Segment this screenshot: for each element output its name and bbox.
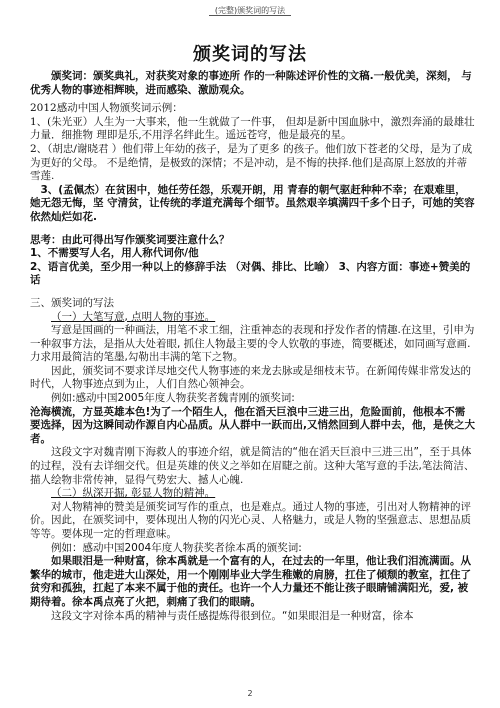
- award-quote-2: 如果眼泪是一种财富，徐本禹就是一个富有的人，在过去的一年里，他让我们泪流满面。从繁华的城市，他走进大山深处，用一个刚刚毕业大学生稚嫩的肩膀，扛住了倾颓的教室，扛住了贫穷和孤独，扛起了本来不属于他的责任。也许一个人力量还不能让孩子眼睛铺满阳光，爱, 被期待着。徐本禹点亮了火把，刺痛了我们的眼睛。: [30, 555, 471, 608]
- example-1: 1、(朱光亚）人生为一大事来，他一生就做了一件事， 但却是新中国血脉中，激烈奔涌的最雄壮力量．细推物 理即是乐,不用浮名绊此生。遥远苍穹，他是最亮的星。: [30, 115, 475, 142]
- subheading-2: [30, 487, 475, 501]
- example-2: 2、（胡忠/谢晓君 ）他们带上年幼的孩子，是为了更多 的孩子。他们放下苍老的父母，是为了成为更好的父母。 不是绝情，是极致的深情；不是冲动，是不悔的抉择.他们是高原上怒放的并蒂雪莲.: [30, 142, 473, 183]
- page-header: [0, 5, 500, 16]
- page-number: 2: [247, 689, 253, 698]
- examples-heading: 2012感动中国人物颁奖词示例：: [30, 102, 183, 115]
- page-title: 颁奖词的写法: [193, 44, 307, 65]
- analysis-1: 这段文字对魏青刚下海救人的事迹介绍，就是简洁的“他在滔天巨浪中三进三出”，至于具体的过程，没有去详细交代。但是英雄的侠义之举如在眉睫之前。这种大笔写意的手法,笔法简洁、描人绘物非常传神，显得气势宏大、撼人心魄.: [30, 446, 475, 486]
- analysis-2: 这段文字对徐本禹的精神与责任感提炼得很到位。“如果眼泪是一种财富，徐本: [51, 609, 414, 622]
- subheading-1-text: （一）大笔写意, 点明人物的事迹。: [51, 310, 216, 323]
- document-body: [30, 70, 475, 623]
- section-3-heading: 三、颁奖词的写法: [30, 296, 114, 309]
- paragraph-1: 写意是国画的一种画法，用笔不求工细，注重神态的表现和抒发作者的情趣.在这里，引申为一种叙事方法，是指从大处着眼, 抓住人物最主要的令人钦敬的事迹，简要概述，如同画写意画.力求用最简洁的笔墨,勾勒出丰满的笔下之物。: [30, 324, 475, 364]
- header-text: (完整)颁奖词的写法: [209, 6, 291, 16]
- think-question: 思考：由此可得出写作颁奖词要注意什么？: [30, 233, 230, 246]
- award-quote-1: 沧海横流，方显英雄本色!为了一个陌生人，他在滔天巨浪中三进三出，危险面前，他根本不需要选择，因为这瞬间动作源自内心品质。从人群中一跃而出,又悄然回到人群中去，他，是侠之大者。: [30, 405, 475, 445]
- intro-paragraph: 颁奖词：颁奖典礼，对获奖对象的事迹所 作的一种陈述评价性的文稿.一般优美，深刻， 与优秀人物的事迹相辉映，进而感染、激励观众。: [30, 70, 472, 96]
- think-point-1: 1、不需要写人名，用人称代词你/他: [30, 247, 199, 260]
- subheading-2-text: （二）纵深开掘, 彰显人物的精神。: [51, 487, 216, 500]
- example-3: 3、(孟佩杰）在贫困中，她任劳任怨，乐观开朗，用 青春的朝气驱赶种种不幸；在艰难里，她无怨无悔，坚 守清贫，让传统的孝道充满每个细节。虽然艰辛填满四千多个日子，可她的笑容依然灿烂如花.: [30, 183, 475, 223]
- paragraph-3: 对人物精神的赞美是颁奖词写作的重点，也是难点。通过人物的事迹，引出对人物精神的评价。因此，在颁奖词中，要体现出人物的闪光心灵、人格魅力，或是人物的坚强意志、思想品质等等。要体现一定的哲理意味。: [30, 500, 471, 540]
- subheading-1: [30, 311, 475, 325]
- think-point-2: 2、语言优美，至少用一种以上的修辞手法 （对偶、排比、比喻） 3、内容方面：事迹+赞美的话: [30, 260, 471, 287]
- paragraph-2: 因此，颁奖词不要求详尽地交代人物事迹的来龙去脉或是细枝末节。在新闻传媒非常发达的时代，人物事迹点到为止，人们自然心领神会。: [30, 364, 471, 391]
- example-intro-1: 例如:感动中国2005年度人物获奖者魏青刚的颁奖词:: [51, 392, 295, 405]
- example-intro-2: 例如：感动中国2004年度人物获奖者徐本禹的颁奖词:: [51, 541, 302, 554]
